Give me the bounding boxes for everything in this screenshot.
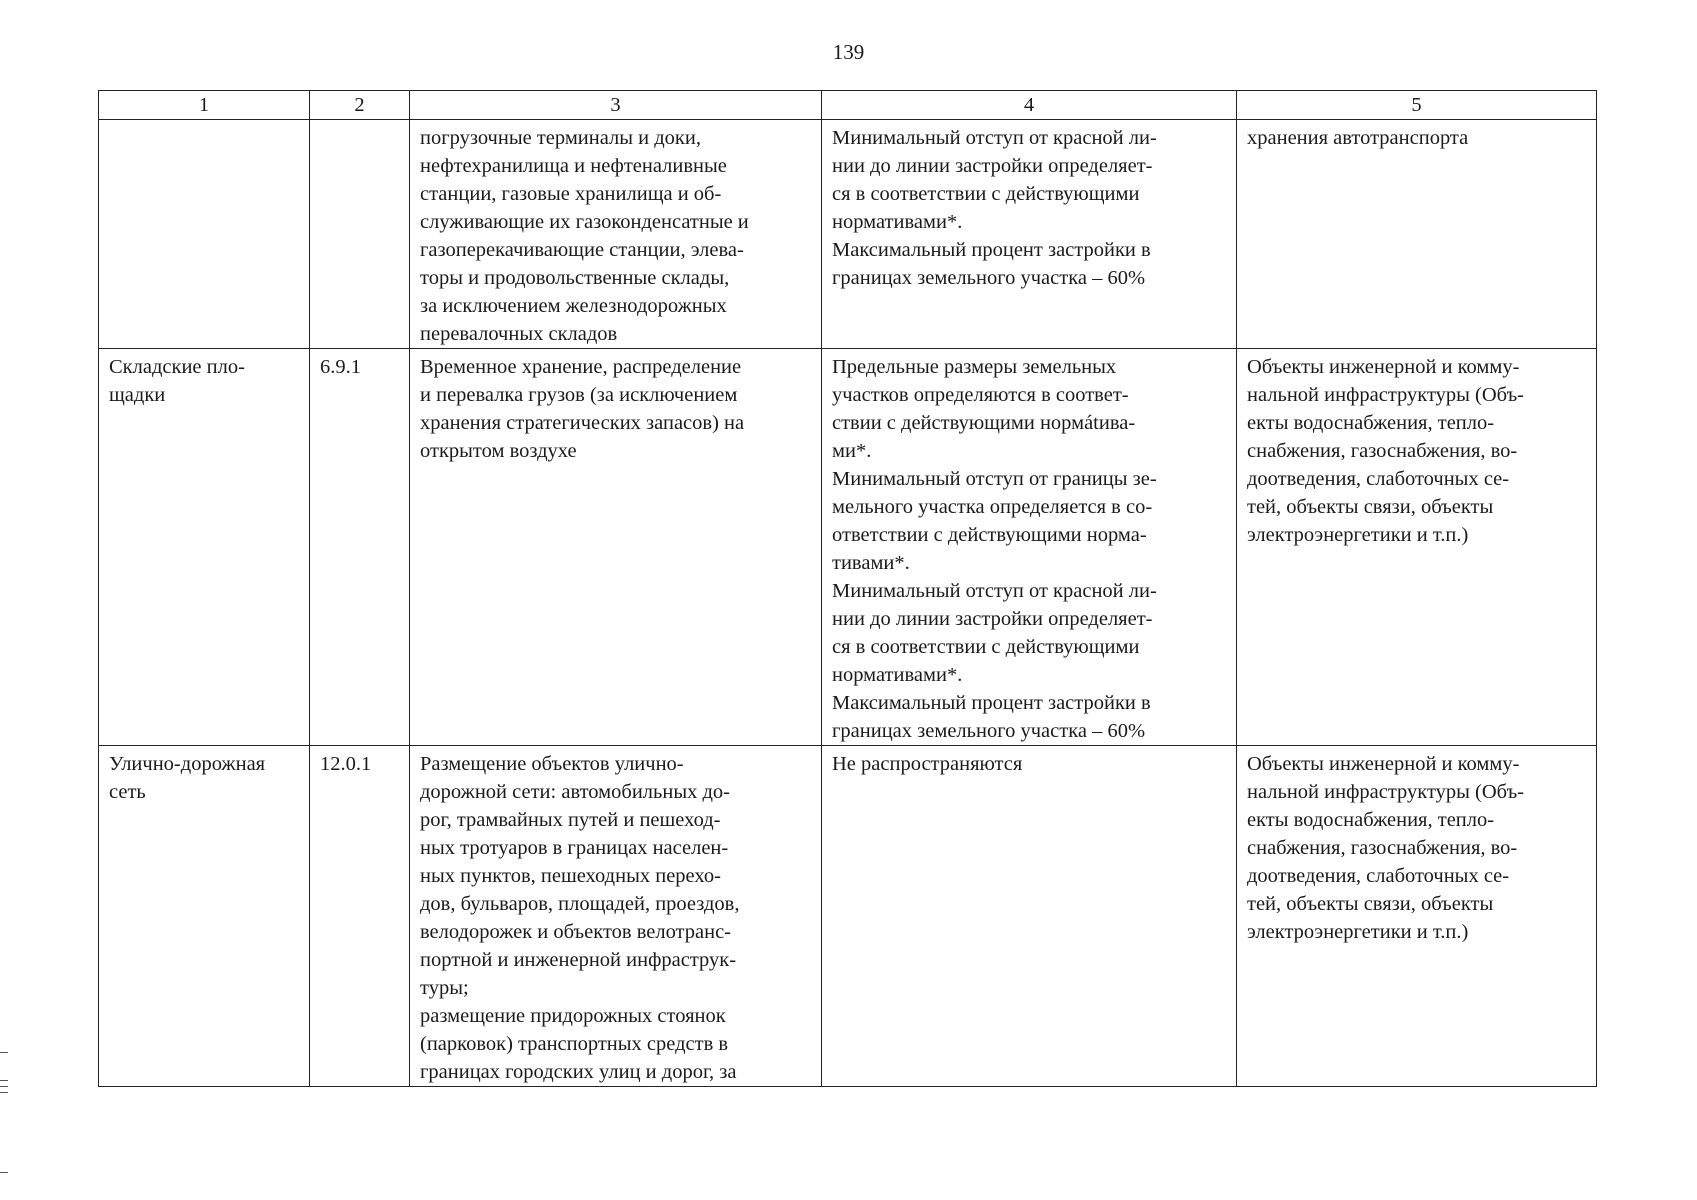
cell-text-line: (парковок) транспортных средств в [420, 1033, 729, 1055]
cell-text-line: Минимальный отступ от границы зе- [832, 468, 1157, 490]
cell-text-line: хранения стратегических запасов) на [420, 412, 745, 434]
table-row [99, 120, 1597, 349]
margin-scan-mark [0, 1080, 8, 1081]
cell-text-line: доотведения, слаботочных се- [1247, 865, 1510, 887]
cell-text-line: Объекты инженерной и комму- [1247, 356, 1520, 378]
table-header-row [99, 91, 1597, 120]
cell-text-line: Максимальный процент застройки в [832, 239, 1151, 261]
cell-text-line: открытом воздухе [420, 440, 577, 462]
cell-text-line: Размещение объектов улично- [420, 753, 684, 775]
cell-text-line: тивами*. [832, 552, 910, 574]
cell-text-line: нормативами*. [832, 664, 963, 686]
header-col-1: 1 [99, 91, 310, 120]
cell-use-description [410, 120, 822, 349]
cell-text-line: Не распространяются [832, 753, 1023, 775]
cell-text-line: электроэнергетики и т.п.) [1247, 921, 1469, 943]
margin-scan-mark [0, 1092, 8, 1093]
cell-text-line: за исключением железнодорожных [420, 295, 727, 317]
cell-text-line: хранения автотранспорта [1247, 127, 1469, 149]
cell-use-name [99, 120, 310, 349]
cell-use-code [310, 746, 410, 1087]
cell-text-line: мельного участка определяется в со- [832, 496, 1153, 518]
cell-auxiliary-uses [1237, 120, 1597, 349]
table-row [99, 349, 1597, 746]
header-col-5: 5 [1237, 91, 1597, 120]
cell-text-line: ных пунктов, пешеходных перехо- [420, 865, 721, 887]
cell-text-line: ответствии с действующими норма- [832, 524, 1147, 546]
header-col-4: 4 [822, 91, 1237, 120]
cell-text-line: нормативами*. [832, 211, 963, 233]
cell-text-line: ми*. [832, 440, 872, 462]
cell-text-line: нальной инфраструктуры (Объ- [1247, 384, 1525, 406]
cell-text-line: 12.0.1 [320, 753, 372, 775]
page-number: 139 [832, 40, 865, 64]
cell-text-line: ствии с действующими нормátива- [832, 412, 1136, 434]
cell-text-line: Минимальный отступ от красной ли- [832, 127, 1157, 149]
cell-text-line: границах городских улиц и дорог, за [420, 1061, 737, 1083]
cell-text-line: служивающие их газоконденсатные и [420, 211, 749, 233]
land-use-table [98, 90, 1597, 1087]
cell-parameters [822, 349, 1237, 746]
cell-text-line: и перевалка грузов (за исключением [420, 384, 738, 406]
cell-auxiliary-uses [1237, 746, 1597, 1087]
cell-text-line: торы и продовольственные склады, [420, 267, 730, 289]
cell-text-line: электроэнергетики и т.п.) [1247, 524, 1469, 546]
cell-text-line: туры; [420, 977, 469, 999]
cell-text-line: екты водоснабжения, тепло- [1247, 809, 1495, 831]
cell-use-name [99, 349, 310, 746]
cell-use-code [310, 349, 410, 746]
cell-text-line: снабжения, газоснабжения, во- [1247, 837, 1518, 859]
cell-text-line: нальной инфраструктуры (Объ- [1247, 781, 1525, 803]
cell-text-line: екты водоснабжения, тепло- [1247, 412, 1495, 434]
cell-text-line: нии до линии застройки определяет- [832, 608, 1153, 630]
cell-text-line: участков определяются в соответ- [832, 384, 1129, 406]
cell-text-line: перевалочных складов [420, 323, 618, 345]
cell-text-line: щадки [109, 384, 166, 406]
cell-text-line: портной и инженерной инфраструк- [420, 949, 737, 971]
cell-text-line: сеть [109, 781, 146, 803]
margin-scan-mark [0, 1052, 8, 1053]
cell-use-name [99, 746, 310, 1087]
cell-text-line: ных тротуаров в границах населен- [420, 837, 729, 859]
cell-text-line: станции, газовые хранилища и об- [420, 183, 722, 205]
table-row [99, 746, 1597, 1087]
cell-use-description [410, 349, 822, 746]
cell-text-line: погрузочные терминалы и доки, [420, 127, 701, 149]
cell-text-line: Минимальный отступ от красной ли- [832, 580, 1157, 602]
cell-text-line: тей, объекты связи, объекты [1247, 893, 1494, 915]
cell-text-line: снабжения, газоснабжения, во- [1247, 440, 1518, 462]
cell-text-line: Предельные размеры земельных [832, 356, 1117, 378]
cell-text-line: рог, трамвайных путей и пешеход- [420, 809, 721, 831]
cell-text-line: размещение придорожных стоянок [420, 1005, 726, 1027]
cell-text-line: границах земельного участка – 60% [832, 720, 1146, 742]
cell-text-line: тей, объекты связи, объекты [1247, 496, 1494, 518]
header-col-2: 2 [310, 91, 410, 120]
cell-parameters [822, 746, 1237, 1087]
margin-scan-mark [0, 1172, 8, 1173]
cell-text-line: Объекты инженерной и комму- [1247, 753, 1520, 775]
cell-text-line: 6.9.1 [320, 356, 361, 378]
land-use-table-wrapper [98, 90, 1596, 1087]
cell-text-line: границах земельного участка – 60% [832, 267, 1146, 289]
cell-auxiliary-uses [1237, 349, 1597, 746]
cell-text-line: нефтехранилища и нефтеналивные [420, 155, 727, 177]
cell-text-line: ся в соответствии с действующими [832, 636, 1140, 658]
header-col-3: 3 [410, 91, 822, 120]
cell-text-line: Улично-дорожная [109, 753, 266, 775]
cell-text-line: ся в соответствии с действующими [832, 183, 1140, 205]
cell-text-line: доотведения, слаботочных се- [1247, 468, 1510, 490]
cell-text-line: велодорожек и объектов велотранс- [420, 921, 732, 943]
cell-text-line: нии до линии застройки определяет- [832, 155, 1153, 177]
cell-use-description [410, 746, 822, 1087]
cell-text-line: дорожной сети: автомобильных до- [420, 781, 730, 803]
cell-text-line: Складские пло- [109, 356, 245, 378]
cell-text-line: Максимальный процент застройки в [832, 692, 1151, 714]
margin-scan-mark [0, 1086, 8, 1087]
cell-text-line: Временное хранение, распределение [420, 356, 742, 378]
cell-use-code [310, 120, 410, 349]
cell-text-line: дов, бульваров, площадей, проездов, [420, 893, 740, 915]
cell-text-line: газоперекачивающие станции, элева- [420, 239, 744, 261]
cell-parameters [822, 120, 1237, 349]
